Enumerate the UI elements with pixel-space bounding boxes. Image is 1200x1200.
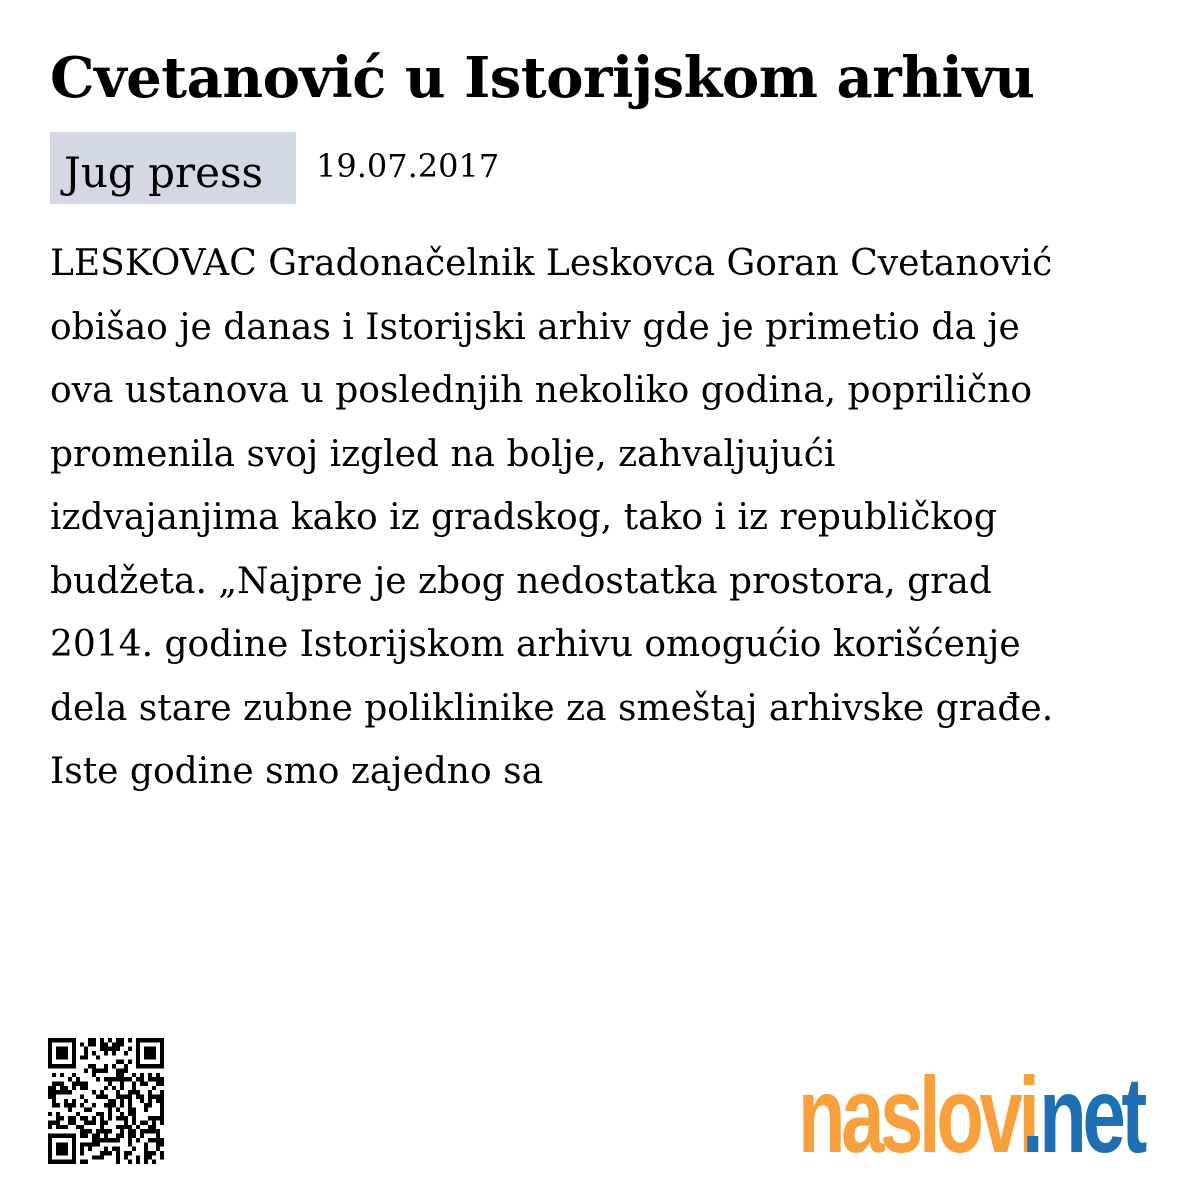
body-line: 2014. godine Istorijskom arhivu omogućio korišćenje	[50, 624, 1021, 665]
qr-code-icon[interactable]	[48, 1038, 164, 1164]
source-badge[interactable]: Jug press	[50, 132, 296, 204]
body-line: promenila svoj izgled na bolje, zahvaljujući	[50, 433, 836, 475]
body-line: ova ustanova u poslednjih nekoliko godina, poprilično	[50, 370, 1033, 411]
body-line: budžeta. „Najpre je zbog nedostatka prostora, grad	[50, 560, 992, 602]
article-body	[50, 232, 1160, 804]
article-title: Cvetanović u Istorijskom arhivu	[50, 45, 1035, 111]
body-line: izdvajanjima kako iz gradskog, tako i iz republičkog	[50, 497, 997, 538]
logo-net-text: .net	[1022, 1054, 1143, 1175]
body-line: dela stare zubne poliklinike za smeštaj arhivske građe.	[50, 687, 1054, 729]
body-line: LESKOVAC Gradonačelnik Leskovca Goran Cvetanović	[50, 243, 1053, 284]
naslovi-net-logo[interactable]	[798, 1054, 1166, 1175]
logo-naslovi-text: naslovi	[798, 1054, 1036, 1175]
publish-date: 19.07.2017	[316, 147, 500, 185]
body-line: obišao je danas i Istorijski arhiv gde je primetio da je	[50, 306, 1020, 348]
qr-code-graphic	[48, 1038, 164, 1164]
body-line: Iste godine smo zajedno sa	[50, 751, 544, 792]
